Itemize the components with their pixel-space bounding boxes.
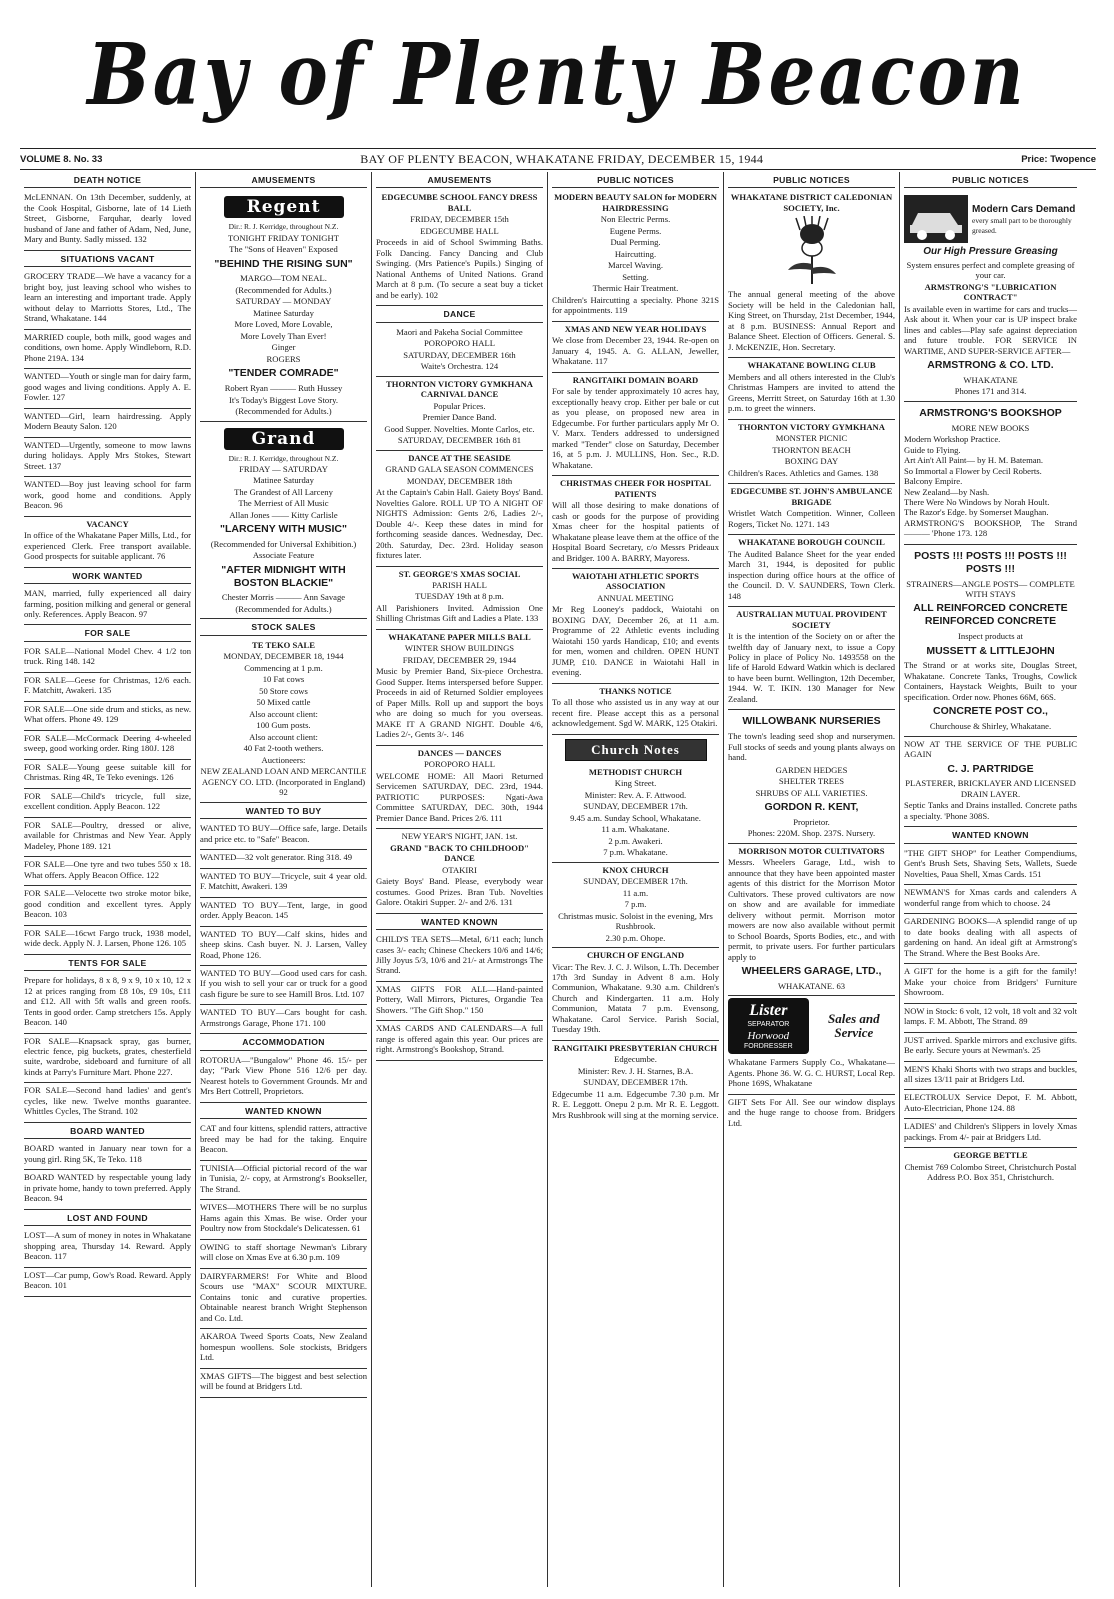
paper-mills-ball-ad: WHAKATANE PAPER MILLS BALL WINTER SHOW BUILDINGS FRIDAY, DECEMBER 29, 1944 Music by Premier Band, Six-piece Orchestra. Good Supper. Items interspersed before Supper. Proceeds in aid of Returned Soldier employees of Paper Mills. Roll up and support the boys who are doing so much for you overseas. MAKE IT A GRAND NIGHT. Double 4/6, Ladies 2/-, Gents 3/-. 146 [376, 630, 543, 746]
volume-number: VOLUME 8. No. 33 [20, 153, 103, 165]
text-line: 100 Gum posts. [256, 720, 311, 731]
bookshop-ad: ARMSTRONG'S BOOKSHOP MORE NEW BOOKS Modern Workshop Practice. Guide to Flying. Art Ain't All Paint— by H. M. Bateman. So Immortal a Flower by Cecil Roberts. Balcony Empire. New Zealand—by Nash. There Were No Windows by Norah Hoult. The Razor's Edge. by Somerset Maughan. ARMSTRONG'S BOOKSHOP, The Strand ——— 'Phone 173. 128 [904, 402, 1077, 545]
wanted-known-list [904, 846, 1077, 1149]
text-line: 7 p.m. Whakatane. [603, 847, 668, 858]
column-2 [196, 172, 372, 1587]
text-line: Chester Morris ——— Ann Savage [221, 592, 346, 603]
text-line: Associate Feature [252, 550, 315, 561]
classified-item: BOARD wanted in January near town for a young girl. Ring 5K, Te Teko. 118 [24, 1141, 191, 1170]
text-line: SUNDAY, DECEMBER 17th. [583, 876, 688, 887]
text-line: Marcel Waving. [608, 260, 663, 271]
dateline-center: BAY OF PLENTY BEACON, WHAKATANE FRIDAY, DECEMBER 15, 1944 [360, 151, 764, 166]
classified-item: "THE GIFT SHOP" for Leather Compendiums, Gent's Brush Sets, Shaving Sets, Wallets, Suede Novelties, Paua Shell, Xmas Cards. 151 [904, 846, 1077, 885]
lost-found-list [24, 1228, 191, 1296]
text-line: Modern Workshop Practice. [904, 434, 1001, 445]
text-line: POROPORO HALL [424, 759, 495, 770]
classified-item: WANTED—Boy just leaving school for farm work, good home and conditions. Apply Beacon. 96 [24, 477, 191, 516]
text-line: Haircutting. [614, 248, 657, 259]
classified-item: BOARD WANTED by respectable young lady in private home, handy to town preferred. Apply Beacon. 94 [24, 1170, 191, 1209]
text-line: Minister: Rev. A. F. Attwood. [584, 789, 687, 800]
domain-board-notice: RANGITAIKI DOMAIN BOARD For sale by tender approximately 10 acres hay, exceptionally heavy crop. Either per bale or cut as you please, on proposed new area in Edgecumbe. For further particulars apply Mr O. V. Marx. Tenders addressed to undersigned marked "Tender" close on Saturday, December 16, at 5 p.m. J. MULLINS, Hon. Sec., R.D. Whakatane. [552, 373, 719, 476]
classified-item: MEN'S Khaki Shorts with two straps and buckles, all sizes 13/11 pair at Bridgers Ltd. [904, 1062, 1077, 1091]
greasing-ad: Modern Cars Demand every small part to be thoroughly greased. Our High Pressure Greasing System ensures perfect and complete greasing of your car. ARMSTRONG'S "LUBRICATION CONTRACT" Is available even in wartime for cars and trucks—Ask about it. When your car is UP inspect brake lines and cables—Play safe against depreciation and future trouble. FOR SERVICE IN WARTIME, AND SUPER-SERVICE AFTER— ARMSTRONG & CO. LTD. WHAKATANE Phones 171 and 314. [904, 190, 1077, 401]
board-list [24, 1141, 191, 1209]
classified-item: FOR SALE—16cwt Fargo truck, 1938 model, wide deck. Apply N. J. Larsen, Phone 126. 105 [24, 926, 191, 955]
classified-item: FOR SALE—McCormack Deering 4-wheeled sweep, good working order. Ring 180J. 128 [24, 731, 191, 760]
sales-service-label: Sales and Service [828, 1011, 880, 1041]
text-line: SHELTER TREES [778, 776, 845, 787]
beauty-salon-ad: MODERN BEAUTY SALON for MODERN HAIRDRESSING Non Electric Perms. Eugene Perms. Dual Perming. Haircutting. Marcel Waving. Setting. Thermic Hair Treatment. Children's Haircutting a specialty. Phone 321S for appointments. 119 [552, 190, 719, 321]
text-line: Commencing at 1 p.m. [244, 662, 323, 673]
accommodation-ad: ROTORUA—"Bungalow" Phone 46. 15/- per day; "Park View Phone 516 12/6 per day. Nearest hotels to Government Grounds. Mr and Mrs Bert Cottrell, Proprietors. [200, 1053, 367, 1103]
waiotahi-sports-notice: WAIOTAHI ATHLETIC SPORTS ASSOCIATION ANNUAL MEETING Mr Reg Looney's paddock, Waiotahi on BOXING DAY, December 26, at 11 a.m. Programme of 22 Athletic events including Waiotahi 150 yards Handicap, £10; and events for men, women and children. OPEN HUNT JUMP, £10. DANCE in Waiotahi Hall in evening. [552, 569, 719, 684]
classified-item: WANTED TO BUY—Office safe, large. Details and price etc. to "Safe" Beacon. [200, 821, 367, 850]
text-line: 7 p.m. [624, 899, 647, 910]
text-line: King Street. [614, 778, 657, 789]
presbyterian-church: RANGITAIKI PRESBYTERIAN CHURCH Edgecumbe. Minister: Rev. J. H. Starnes, B.A. SUNDAY, DECEMBER 17th. Edgecumbe 11 a.m. Edgecumbe 7.30 p.m. Mr R. E. Leggott. Onepu 2 p.m. Mr R. E. Leggott. Mrs Rushbrook will sing at the morning service. [552, 1042, 719, 1120]
section-heading: DEATH NOTICE [24, 172, 191, 188]
classified-item: FOR SALE—Young geese suitable kill for Christmas. Ring 4R, Te Teko evenings. 126 [24, 760, 191, 789]
st-georges-ad: ST. GEORGE'S XMAS SOCIAL PARISH HALL TUESDAY 19th at 8 p.m. All Parishioners Invited. Admission One Shilling Christmas Gift and Ladies a Plate. 133 [376, 567, 543, 630]
text-line: ANNUAL MEETING [597, 592, 674, 603]
classified-item: WIVES—MOTHERS There will be no surplus Hams again this Xmas. Be wise. Order your Poultry now from Stockdale's Delicatessen. 61 [200, 1200, 367, 1239]
grand-ad: Grand Dir.: R. J. Kerridge, throughout N.Z. FRIDAY — SATURDAY Matinee Saturday The Grandest of All Larceny The Merriest of All Music Allan Jones —— Kitty Carlisle "LARCENY WITH MUSIC" (Recommended for Universal Exhibition.) Associate Feature "AFTER MIDNIGHT WITH BOSTON BLACKIE" Chester Morris ——— Ann Savage (Recommended for Adults.) [200, 422, 367, 620]
classified-item: WANTED—32 volt generator. Ring 318. 49 [200, 850, 367, 868]
thornton-dance-ad: THORNTON VICTORY GYMKHANA CARNIVAL DANCE Popular Prices. Premier Dance Band. Good Supper. Novelties. Monte Carlos, etc. SATURDAY, DECEMBER 16th 81 [376, 377, 543, 451]
christmas-cheer-notice: CHRISTMAS CHEER FOR HOSPITAL PATIENTS Will all those desiring to make donations of cash or goods for the purpose of providing Xmas cheer for the hospital patients of Whakatane please leave them at the office of the Hospital Board Secretary, c/o Messrs Prideaux and Bridger. 100 A. BARRY, Mayoress. [552, 476, 719, 569]
classified-item: FOR SALE—National Model Chev. 4 1/2 ton truck. Ring 148. 142 [24, 644, 191, 673]
grand-logo: Grand [224, 428, 344, 450]
text-line: Allan Jones —— Kitty Carlisle [229, 509, 338, 520]
text-line: OTAKIRI [442, 864, 477, 875]
text-line: SUNDAY, DECEMBER 17th. [583, 801, 688, 812]
text-line: Christmas music. Soloist in the evening, Mrs Rushbrook. [558, 910, 713, 932]
section-heading: ACCOMMODATION [200, 1034, 367, 1050]
partridge-ad: NOW AT THE SERVICE OF THE PUBLIC AGAIN C. J. PARTRIDGE PLASTERER, BRICKLAYER AND LICENSED DRAIN LAYER. Septic Tanks and Drains installed. Concrete paths a specialty. 'Phone 308S. [904, 737, 1077, 828]
tents-ad: Prepare for holidays, 8 x 8, 9 x 9, 10 x 10, 12 x 12 at prices ranging from £8 10s, £9 10s, £11 and £12. All with 5ft walls and green roofs. Tents in good order. Camp stretchers 15s. Apply Beacon. 140 [24, 973, 191, 1033]
text-line: MONDAY, DECEMBER 18, 1944 [223, 651, 344, 662]
classified-item: WANTED TO BUY—Tent, large, in good order. Apply Beacon. 145 [200, 898, 367, 927]
text-line: 10 Fat cows [262, 674, 305, 685]
classified-item: GARDENING BOOKS—A splendid range of up to date books dealing with all aspects of gardening on hand. An ideal gift at Armstrong's The Strand. Where the Best Books Are. [904, 914, 1077, 964]
classified-item: JUST arrived. Sparkle mirrors and exclusive gifts. Be early. Secure yours at Newman's. 25 [904, 1033, 1077, 1062]
methodist-church: METHODIST CHURCH King Street. Minister: Rev. A. F. Attwood. SUNDAY, DECEMBER 17th. 9.45 a.m. Sunday School, Whakatane. 11 a.m. Whakatane. 2 p.m. Awakeri. 7 p.m. Whakatane. [552, 765, 719, 863]
text-line: POROPORO HALL [424, 338, 495, 349]
text-line: (Recommended for Adults.) [235, 406, 332, 417]
work-wanted-ad: MAN, married, fully experienced all dairy farming, position milking and general or general only. References. Apply Beacon. 97 [24, 586, 191, 625]
holidays-notice: XMAS AND NEW YEAR HOLIDAYS We close from December 23, 1944. Re-open on January 4, 1945. A. G. ALLAN, Jeweller, Whakatane. 117 [552, 322, 719, 373]
text-line: 11 a.m. Whakatane. [601, 824, 670, 835]
classified-item: AKAROA Tweed Sports Coats, New Zealand homespun woollens. Sole stockists, Bridgers Ltd. [200, 1329, 367, 1368]
text-line: More Loved, More Lovable, [234, 319, 333, 330]
text-line: (Recommended for Universal Exhibition.) [210, 538, 357, 549]
column-1 [20, 172, 196, 1587]
death-notice: McLENNAN. On 13th December, suddenly, at the Cook Hospital, Gisborne, late of 14 Lieth Street, Gisborne, Farquhar, dearly loved husband of Jane and father of Adam, Ned, June, Mary and Bunty. Sadly missed. 132 [24, 190, 191, 250]
text-line: The Grandest of All Larceny [234, 486, 333, 497]
text-line: Also account client: [249, 731, 318, 742]
text-line: 50 Store cows [259, 685, 308, 696]
regent-ad: Regent Dir.: R. J. Kerridge, throughout N.Z. TONIGHT FRIDAY TONIGHT The "Sons of Heaven" Exposed "BEHIND THE RISING SUN" MARGO—TOM NEAL. (Recommended for Adults.) SATURDAY — MONDAY Matinee Saturday More Loved, More Lovable, More Lovely Than Ever! Ginger ROGERS "TENDER COMRADE" Robert Ryan ——— Ruth Hussey It's Today's Biggest Love Story. (Recommended for Adults.) [200, 190, 367, 421]
text-line: 50 Mixed cattle [256, 697, 311, 708]
text-line: Maori and Pakeha Social Committee [396, 326, 523, 337]
text-line: Edgecumbe. [614, 1054, 657, 1065]
classified-item: WANTED TO BUY—Calf skins, hides and sheep skins. Cash buyer. N. J. Larsen, Valley Road, Phone 126. [200, 927, 367, 966]
text-line: Matinee Saturday [253, 307, 314, 318]
column-3 [372, 172, 548, 1587]
classified-item: LADIES' and Children's Slippers in lovely Xmas packings. From 4/- pair at Bridgers Ltd. [904, 1119, 1077, 1148]
classified-item: WANTED TO BUY—Good used cars for cash. If you wish to sell your car or truck for a good cash figure be sure to see Hamill Bros. Ltd. 107 [200, 966, 367, 1005]
text-line: EDGECUMBE HALL [420, 225, 499, 236]
text-line: New Zealand—by Nash. [904, 486, 990, 497]
text-line: MARGO—TOM NEAL. [240, 273, 327, 284]
text-line: Auctioneers: [261, 754, 306, 765]
section-heading: LOST AND FOUND [24, 1210, 191, 1226]
back-to-childhood-ad: NEW YEAR'S NIGHT, JAN. 1st. GRAND "BACK TO CHILDHOOD" DANCE OTAKIRI Gaiety Boys' Band. Please, everybody wear costumes. Good Prizes. Bran Tub. Novelties Galore. Otakiri Supper. 2/- and 2/6. 131 [376, 829, 543, 913]
section-heading: SITUATIONS VACANT [24, 251, 191, 267]
morrison-cultivators-ad: MORRISON MOTOR CULTIVATORS Messrs. Wheelers Garage, Ltd., wish to announce that they have been appointed master agents of this district for the Morrison Motor Cultivators. These proved cultivators are now on show and are available for immediate delivery without permit. Morrison motor mowers are now also available without permit to School Boards, Sports Bodies, etc., and with permit, to private users. For further particulars apply to WHEELERS GARAGE, LTD., WHAKATANE. 63 [728, 844, 895, 997]
masthead [0, 0, 1114, 150]
text-line: GRAND GALA SEASON COMMENCES [385, 464, 534, 475]
classified-item: WANTED—Urgently, someone to mow lawns during holidays. Apply Mrs Stokes, Stewart Street. 137 [24, 438, 191, 477]
text-line: PARISH HALL [432, 579, 487, 590]
wanted-known-list [376, 932, 543, 1061]
text-line: Robert Ryan ——— Ruth Hussey [224, 383, 343, 394]
section-heading: TENTS FOR SALE [24, 955, 191, 971]
classified-item: ELECTROLUX Service Depot, F. M. Abbott, Auto-Electrician, Phone 124. 88 [904, 1090, 1077, 1119]
for-sale-list-2 [24, 1034, 191, 1123]
dateline [20, 148, 1096, 170]
text-line: Setting. [622, 271, 649, 282]
text-line: FRIDAY, DECEMBER 29, 1944 [402, 654, 517, 665]
text-line: Matinee Saturday [253, 475, 314, 486]
text-line: 2 p.m. Awakeri. [608, 835, 663, 846]
column-4 [548, 172, 724, 1587]
text-line: Dual Perming. [610, 237, 661, 248]
text-line: There Were No Windows by Norah Hoult. [904, 496, 1050, 507]
text-line: SATURDAY — MONDAY [235, 296, 332, 307]
text-line: SATURDAY, DECEMBER 16th [403, 349, 516, 360]
bowling-club-notice: WHAKATANE BOWLING CLUB Members and all others interested in the Club's Christmas Hampers are invited to attend the Greens, Merritt Street, on Saturday 16th at 1.30 p.m. to greet the winners. [728, 358, 895, 419]
ambulance-notice: EDGECUMBE ST. JOHN'S AMBULANCE BRIGADE Wristlet Watch Competition. Winner, Colleen Rogers, Ticket No. 1271. 143 [728, 484, 895, 535]
stock-sale-ad: TE TEKO SALE MONDAY, DECEMBER 18, 1944 Commencing at 1 p.m. 10 Fat cows 50 Store cows 50 Mixed cattle Also account client: 100 Gum posts. Also account client: 40 Fat 2-tooth wethers. Auctioneers: NEW ZEALAND LOAN AND MERCANTILE AGENCY CO. LTD. (Incorporated in England) 92 [200, 638, 367, 803]
classified-item: LOST—Car pump, Gow's Road. Reward. Apply Beacon. 101 [24, 1268, 191, 1297]
edgecumbe-ball-ad: EDGECUMBE SCHOOL FANCY DRESS BALL FRIDAY, DECEMBER 15th EDGECUMBE HALL Proceeds in aid of School Swimming Baths. Folk Dancing. Fancy Dancing and Club Swinging. (Mrs Patience's Pupils.) Singing of National Anthems of United Nations. Grand March at 8 p.m. (To secure a seat buy a ticket and be early). 102 [376, 190, 543, 306]
section-heading: AMUSEMENTS [200, 172, 367, 188]
classified-item: WANTED TO BUY—Tricycle, suit 4 year old. F. Matchitt, Awakeri. 139 [200, 869, 367, 898]
section-heading: PUBLIC NOTICES [904, 172, 1077, 188]
classified-item: FOR SALE—One tyre and two tubes 550 x 18. What offers. Apply Beacon Office. 122 [24, 857, 191, 886]
section-heading: WANTED TO BUY [200, 803, 367, 819]
vacancy-ad: VACANCY In office of the Whakatane Paper Mills, Ltd., for experienced Clerk. Free transport available. Good prospects for suitable applicant. 76 [24, 517, 191, 568]
text-line: The Razor's Edge. by Somerset Maughan. [904, 507, 1049, 518]
gift-sets-ad: GIFT Sets For All. See our window displays and the huge range to choose from. Bridgers Ltd. [728, 1096, 895, 1128]
text-line: Also account client: [249, 708, 318, 719]
classified-item: FOR SALE—Second hand ladies' and gent's cycles, like new. Twelve months guarantee. Whittles Cycles, The Strand. 102 [24, 1083, 191, 1122]
thistle-icon [782, 216, 842, 286]
classified-item: WANTED—Girl, learn hairdressing. Apply Modern Beauty Salon. 120 [24, 409, 191, 438]
classified-item: FOR SALE—One side drum and sticks, as new. What offers. Phone 49. 129 [24, 702, 191, 731]
borough-council-notice: WHAKATANE BOROUGH COUNCIL The Audited Balance Sheet for the year ended March 31, 1944, is deposited for public inspection during office hours at the office of the Council. D. V. SAUNDERS, Town Clerk. 148 [728, 535, 895, 607]
classified-item: FOR SALE—Velocette two stroke motor bike, good condition and excellent tyres. Apply Beacon. 103 [24, 886, 191, 925]
bettle-ad: GEORGE BETTLE Chemist 769 Colombo Street, Christchurch Postal Address P.O. Box 351, Christchurch. [904, 1150, 1077, 1183]
classified-item: XMAS GIFTS—The biggest and best selection will be found at Bridgers Ltd. [200, 1369, 367, 1398]
classified-item: CHILD'S TEA SETS—Metal, 6/11 each; lunch cases 3/- each; Chinese Checkers 10/6 and 14/6; Jilly Joyus 5/3, 10/6 and 21/- at Armstrongs The Strand. [376, 932, 543, 982]
amp-society-notice: AUSTRALIAN MUTUAL PROVIDENT SOCIETY It is the intention of the Society on or after the twelfth day of January next, to issue a Copy Policy in place of Policy No. 1493558 on the life of Harold Edward Watkin which is declared to have been burnt. Wellington, 12th December, 1944. W. T. IKIN. 130 Manager for New Zealand. [728, 607, 895, 710]
text-line: GARDEN HEDGES [775, 764, 848, 775]
section-heading: DANCE [376, 306, 543, 322]
text-line: MONSTER PICNIC [775, 433, 848, 444]
car-icon [904, 195, 968, 243]
classified-item: XMAS GIFTS FOR ALL—Hand-painted Pottery, Wall Mirrors, Pictures, Organdie Tea Showers. "The Gift Shop." 150 [376, 982, 543, 1021]
text-line: Art Ain't All Paint— by H. M. Bateman. [904, 455, 1044, 466]
classified-item: CAT and four kittens, splendid ratters, attractive breed may be had for the taking. Enquire Beacon. [200, 1121, 367, 1160]
classified-item: FOR SALE—Child's tricycle, full size, excellent condition. Apply Beacon. 122 [24, 789, 191, 818]
newspaper-title: Bay of Plenty Beacon [87, 25, 1027, 125]
for-sale-list [24, 644, 191, 955]
text-line: 40 Fat 2-tooth wethers. [243, 743, 324, 754]
text-line: (Recommended for Adults.) [235, 284, 332, 295]
column-5 [724, 172, 900, 1587]
text-line: (Recommended for Adults.) [235, 603, 332, 614]
text-line: The Merriest of All Music [238, 498, 329, 509]
church-of-england: CHURCH OF ENGLAND Vicar: The Rev. J. C. J. Wilson, L.Th. December 17th 3rd Sunday in Advent 8 a.m. Holy Communion, Whakatane. 9.30 a.m. Children's Church and Kindergarten. 11 a.m. Holy Communion, Matata 7 p.m. Evensong, Whakatane. Carol Service. Parish Social, Tuesday 19th. [552, 948, 719, 1041]
text-line: Premier Dance Band. [422, 412, 497, 423]
classified-item: FOR SALE—Knapsack spray, gas burner, electric fence, pig buckets, grates, chesterfield suite, wardrobe, sideboard and furniture of all kinds at Parry's Furniture Mart. Phone 227. [24, 1034, 191, 1084]
text-line: WINTER SHOW BUILDINGS [404, 643, 515, 654]
section-heading: FOR SALE [24, 625, 191, 641]
text-line: 11 a.m. [622, 887, 649, 898]
regent-logo: Regent [224, 196, 344, 218]
text-line: Balcony Empire. [904, 476, 963, 487]
classified-item: LOST—A sum of money in notes in Whakatane shopping area, Thursday 14. Reward. Apply Beacon. 117 [24, 1228, 191, 1267]
text-line: So Immortal a Flower by Cecil Roberts. [904, 465, 1042, 476]
column-6 [900, 172, 1081, 1587]
classified-item: FOR SALE—Poultry, dressed or alive, available for Christmas and New Year. Apply Madeley, Phone 189. 121 [24, 818, 191, 857]
church-notes-logo: Church Notes [565, 739, 707, 761]
knox-church: KNOX CHURCH SUNDAY, DECEMBER 17th. 11 a.m. 7 p.m. Christmas music. Soloist in the evening, Mrs Rushbrook. 2.30 p.m. Ohope. [552, 863, 719, 948]
text-line: Thermic Hair Treatment. [592, 283, 679, 294]
classified-item: TUNISIA—Official pictorial record of the war in Tunisia, 2/- copy, at Armstrong's Bookseller, The Strand. [200, 1161, 367, 1200]
lister-ad: Lister SEPARATOR Horwood FORDRESSER Sales and Service Whakatane Farmers Supply Co., Whakatane—Agents. Phone 36. W. G. C. HURST, Local Rep. Phone 169S, Whakatane [728, 996, 895, 1094]
text-line: Waite's Orchestra. 124 [420, 361, 499, 372]
text-line: Good Supper. Novelties. Monte Carlos, etc. [384, 423, 535, 434]
section-heading: PUBLIC NOTICES [552, 172, 719, 188]
classified-item: A GIFT for the home is a gift for the family! Make your choice from Bridgers' Furniture Showroom. [904, 964, 1077, 1003]
section-heading: WANTED KNOWN [376, 914, 543, 930]
dances-ad: DANCES — DANCES POROPORO HALL WELCOME HOME: All Maori Returned Servicemen SATURDAY, DEC. 23rd, 1944. PATRIOTIC PURPOSES: Ngati-Awa Committee SATURDAY, DEC. 30th, 1944 Premier Dance Band. Prices 2/6. 111 [376, 746, 543, 829]
wanted-known-list [200, 1121, 367, 1397]
text-line: SUNDAY, DECEMBER 17th. [583, 1077, 688, 1088]
text-line: TUESDAY 19th at 8 p.m. [415, 591, 504, 602]
text-line: FRIDAY, DECEMBER 15th [410, 214, 509, 225]
section-heading: STOCK SALES [200, 619, 367, 635]
section-heading: PUBLIC NOTICES [728, 172, 895, 188]
text-line: SATURDAY, DECEMBER 16th 81 [397, 435, 522, 446]
classified-item: GROCERY TRADE—We have a vacancy for a bright boy, just leaving school who wishes to learn an interesting and important trade. Apply without delay to Marriotts Stores, Ltd., The Strand, Whakatane. 144 [24, 269, 191, 329]
text-line: Guide to Flying. [904, 444, 961, 455]
section-heading: WANTED KNOWN [200, 1103, 367, 1119]
text-line: FRIDAY — SATURDAY [239, 463, 328, 474]
section-heading: WORK WANTED [24, 568, 191, 584]
text-line: Popular Prices. [433, 400, 486, 411]
thanks-notice: THANKS NOTICE To all those who assisted us in any way at our recent fire. Please accept this as a personal acknowledgement. Sgd W. MARK, 125 Otakiri. [552, 684, 719, 735]
text-line: The "Sons of Heaven" Exposed [229, 244, 338, 255]
seaside-dance-ad: DANCE AT THE SEASIDE GRAND GALA SEASON COMMENCES MONDAY, DECEMBER 18th At the Captain's Cabin Hall. Gaiety Boys' Band. Novelties Galore. ROLL UP TO A NIGHT OF NIGHTS Admission: Gents 2/6, Ladies 2/-, Double 4/-. Keep these dates in mind for forthcoming seaside dances. Wednesday, Dec. 20th. Saturday, Dec. 23rd. Holiday season fixtures later. [376, 451, 543, 567]
classified-item: XMAS CARDS AND CALENDARS—A full range is offered again this year. Our prices are right. Armstrong's Bookshop, Strand. [376, 1021, 543, 1060]
price: Price: Twopence [1021, 153, 1096, 165]
lister-logo: Lister SEPARATOR Horwood FORDRESSER [728, 998, 809, 1054]
text-line: Eugene Perms. [609, 225, 662, 236]
gymkhana-picnic-notice: THORNTON VICTORY GYMKHANA MONSTER PICNIC THORNTON BEACH BOXING DAY Children's Races. Athletics and Games. 138 [728, 420, 895, 484]
section-heading: AMUSEMENTS [376, 172, 543, 188]
text-line: 2.30 p.m. Ohope. [605, 932, 666, 943]
situations-list [24, 269, 191, 516]
caledonian-notice: WHAKATANE DISTRICT CALEDONIAN SOCIETY, Inc. The annual general meeting of the above Society will be held in the Caledonian hall, King Street, on Thursday, 21st December, 1944, at 8 p.m. BUSINESS: Annual Report and Balance Sheet. Election of Officers. General. S. J. McKENZIE, Hon. Secretary. [728, 190, 895, 358]
classified-item: OWING to staff shortage Newman's Library will close on Xmas Eve at 6.30 p.m. 109 [200, 1240, 367, 1269]
text-line: TONIGHT FRIDAY TONIGHT [228, 232, 339, 243]
text-line: THORNTON BEACH [772, 444, 851, 455]
text-line: 9.45 a.m. Sunday School, Whakatane. [570, 812, 701, 823]
classified-item: DAIRYFARMERS! For White and Blood Scours use "MAX" SCOUR MIXTURE. Contains tonic and curative properties. Obtainable nearest branch Wright Stephenson and Co. Ltd. [200, 1269, 367, 1329]
section-heading: BOARD WANTED [24, 1123, 191, 1139]
classified-item: MARRIED couple, both milk, good wages and conditions, own home. Apply Windleborn, R.D. Phone 219A. 134 [24, 330, 191, 369]
text-line: SHRUBS OF ALL VARIETIES. [755, 787, 868, 798]
text-line: Non Electric Perms. [600, 214, 671, 225]
text-line: MONDAY, DECEMBER 18th [406, 475, 513, 486]
classified-item: WANTED TO BUY—Cars bought for cash. Armstrongs Garage, Phone 171. 100 [200, 1005, 367, 1034]
text-line: NEW ZEALAND LOAN AND MERCANTILE AGENCY CO. LTD. (Incorporated in England) 92 [200, 766, 367, 798]
classified-item: FOR SALE—Geese for Christmas, 12/6 each. F. Matchitt, Awakeri. 135 [24, 673, 191, 702]
classified-item: NOW in Stock: 6 volt, 12 volt, 18 volt and 32 volt lamps. F. M. Abbott, The Strand. 89 [904, 1004, 1077, 1033]
willowbank-ad: WILLOWBANK NURSERIES The town's leading seed shop and nurserymen. Full stocks of seeds and young plants always on hand. GARDEN HEDGES SHELTER TREES SHRUBS OF ALL VARIETIES. GORDON R. KENT, Proprietor. Phones: 220M. Shop. 237S. Nursery. [728, 710, 895, 843]
text-line: It's Today's Biggest Love Story. [229, 394, 338, 405]
wanted-to-buy-list [200, 821, 367, 1034]
poroporo-dance-ad [376, 325, 543, 377]
posts-ad: POSTS !!! POSTS !!! POSTS !!! POSTS !!! STRAINERS—ANGLE POSTS— COMPLETE WITH STAYS ALL REINFORCED CONCRETE REINFORCED CONCRETE Inspect products at MUSSETT & LITTLEJOHN The Strand or at works site, Douglas Street, Whakatane. Concrete Tanks, Troughs, Cowlick Containers, Haystack Weights, Built to your specification. Order now. Phones 66M, 66S. CONCRETE POST CO., Churchouse & Shirley, Whakatane. [904, 545, 1077, 737]
text-line: BOXING DAY [784, 456, 839, 467]
classified-item: NEWMAN'S for Xmas cards and calenders A wonderful range from which to choose. 24 [904, 885, 1077, 914]
section-heading: WANTED KNOWN [904, 827, 1077, 843]
text-line: Minister: Rev. J. H. Starnes, B.A. [577, 1065, 694, 1076]
text-line: More Lovely Than Ever! [240, 330, 327, 341]
classified-item: WANTED—Youth or single man for dairy farm, good wages and living conditions. Apply A. E. Fowler. 127 [24, 369, 191, 408]
text-line: Ginger [271, 342, 296, 353]
text-line: ROGERS [266, 353, 301, 364]
columns [20, 172, 1096, 1587]
